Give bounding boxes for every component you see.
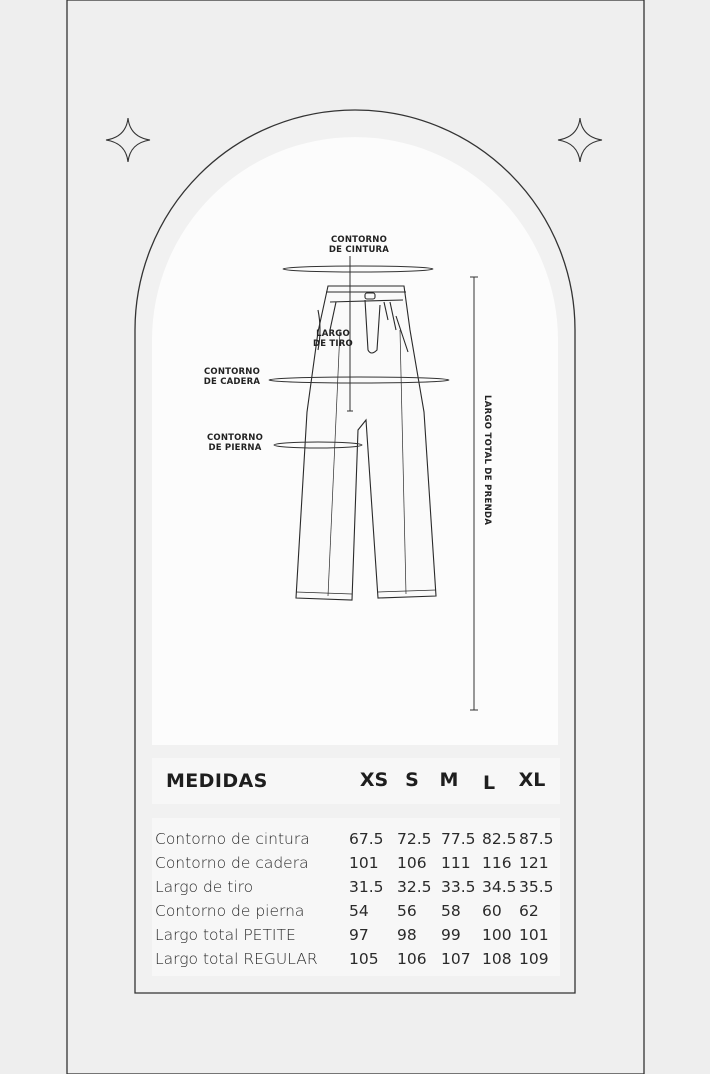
row-value: 106	[397, 950, 427, 968]
row-value: 32.5	[397, 878, 432, 896]
table-row	[152, 950, 560, 974]
row-value: 100	[482, 926, 512, 944]
size-l-header: L	[482, 772, 496, 794]
row-value: 101	[519, 926, 549, 944]
waist-label-line1: CONTORNO	[330, 235, 388, 245]
row-value: 33.5	[441, 878, 476, 896]
waist-label	[318, 235, 400, 255]
size-m-header: M	[439, 769, 459, 791]
row-value: 34.5	[482, 878, 517, 896]
leg-label-line2: DE PIERNA	[208, 443, 262, 453]
row-value: 106	[397, 854, 427, 872]
size-s-header: S	[405, 769, 419, 791]
row-value: 72.5	[397, 830, 432, 848]
row-value: 67.5	[349, 830, 384, 848]
size-xs-header: XS	[359, 769, 389, 791]
table-row	[152, 854, 560, 878]
row-name: Contorno de cintura	[155, 830, 310, 848]
table-row	[152, 926, 560, 950]
measurements-table	[152, 818, 560, 976]
row-value: 31.5	[349, 878, 384, 896]
row-value: 54	[349, 902, 369, 920]
table-row	[152, 878, 560, 902]
row-value: 87.5	[519, 830, 554, 848]
leg-label	[195, 433, 275, 453]
row-value: 62	[519, 902, 539, 920]
row-value: 121	[519, 854, 549, 872]
measurements-header	[152, 758, 560, 804]
row-name: Largo de tiro	[155, 878, 254, 896]
row-name: Contorno de cadera	[155, 854, 309, 872]
row-value: 98	[397, 926, 417, 944]
row-name: Contorno de pierna	[155, 902, 305, 920]
table-row	[152, 830, 560, 854]
rise-label-line2: DE TIRO	[313, 339, 353, 349]
hip-label-line1: CONTORNO	[203, 367, 261, 377]
row-value: 109	[519, 950, 549, 968]
row-value: 108	[482, 950, 512, 968]
row-value: 60	[482, 902, 502, 920]
waist-label-line2: DE CINTURA	[328, 245, 390, 255]
row-value: 107	[441, 950, 471, 968]
leg-label-line1: CONTORNO	[206, 433, 264, 443]
row-value: 82.5	[482, 830, 517, 848]
table-row	[152, 902, 560, 926]
row-value: 99	[441, 926, 461, 944]
hip-label-line2: DE CADERA	[203, 377, 261, 387]
hip-label	[192, 367, 272, 387]
row-value: 77.5	[441, 830, 476, 848]
row-name: Largo total REGULAR	[155, 950, 318, 968]
rise-label-line1: LARGO	[316, 329, 350, 339]
row-value: 116	[482, 854, 512, 872]
row-value: 97	[349, 926, 369, 944]
total-length-label: LARGO TOTAL DE PRENDA	[482, 395, 492, 526]
row-value: 56	[397, 902, 417, 920]
row-value: 111	[441, 854, 471, 872]
rise-label	[305, 329, 361, 349]
row-value: 35.5	[519, 878, 554, 896]
row-value: 105	[349, 950, 379, 968]
row-value: 58	[441, 902, 461, 920]
size-xl-header: XL	[518, 769, 546, 791]
measurements-title: MEDIDAS	[166, 770, 268, 792]
row-value: 101	[349, 854, 379, 872]
row-name: Largo total PETITE	[155, 926, 296, 944]
